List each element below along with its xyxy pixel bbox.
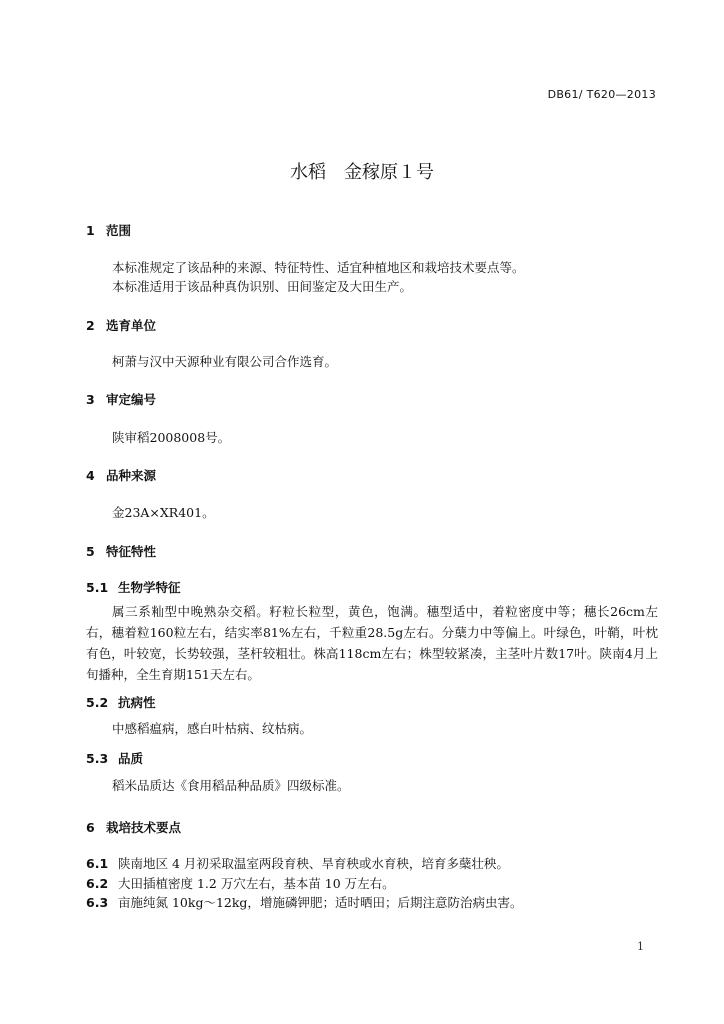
section-1-paragraph-2: 本标准适用于该品种真伪识别、田间鉴定及大田生产。 — [112, 279, 413, 294]
section-number: 4 — [86, 468, 95, 483]
section-4-paragraph-1: 金23A×XR401。 — [112, 505, 215, 520]
list-item — [86, 893, 522, 911]
list-item-number: 6.2 — [86, 876, 109, 891]
list-item — [86, 874, 395, 892]
section-title: 范围 — [106, 223, 132, 238]
list-item-text: 陕南地区 4 月初采取温室两段育秧、旱育秧或水育秧，培育多蘖壮秧。 — [118, 856, 509, 871]
subsection-5-3-heading — [86, 749, 143, 767]
section-3-heading — [86, 390, 156, 408]
subsection-number: 5.3 — [86, 751, 109, 766]
subsection-title: 生物学特征 — [118, 580, 181, 595]
section-number: 1 — [86, 223, 95, 238]
section-4-heading — [86, 466, 156, 484]
section-number: 3 — [86, 392, 95, 407]
page-number: 1 — [637, 940, 644, 953]
subsection-5-2-heading — [86, 693, 156, 711]
subsection-5-1-paragraph: 属三系籼型中晚熟杂交稻。籽粒长粒型，黄色，饱满。穗型适中，着粒密度中等；穗长26cm左右，穗着粒160粒左右，结实率81%左右，千粒重28.5g左右。分蘖力中等偏上。叶绿色，叶鞘，叶枕有色，叶较宽，长势较强，茎杆较粗壮。株高118cm左右；株型较紧凑，主茎叶片数17叶。陕南4月上旬播种，全生育期151天左右。 — [86, 604, 658, 682]
section-title: 审定编号 — [106, 392, 157, 407]
subsection-title: 抗病性 — [118, 695, 156, 710]
subsection-title: 品质 — [118, 751, 144, 766]
list-item-text: 大田插植密度 1.2 万穴左右，基本苗 10 万左右。 — [118, 876, 395, 891]
subsection-number: 5.2 — [86, 695, 109, 710]
list-item — [86, 854, 509, 872]
subsection-5-1-heading — [86, 578, 181, 596]
section-title: 选育单位 — [106, 318, 157, 333]
section-number: 6 — [86, 820, 95, 835]
section-5-heading — [86, 542, 156, 560]
section-2-paragraph-1: 柯萧与汉中天源种业有限公司合作选育。 — [112, 354, 338, 369]
section-3-paragraph-1: 陕审稻2008008号。 — [112, 430, 231, 445]
section-6-heading — [86, 818, 181, 836]
document-title: 水稻 金稼原１号 — [290, 162, 434, 183]
section-title: 特征特性 — [106, 544, 157, 559]
section-1-heading — [86, 221, 131, 239]
section-1-paragraph-1: 本标准规定了该品种的来源、特征特性、适宜种植地区和栽培技术要点等。 — [112, 260, 525, 275]
list-item-text: 亩施纯氮 10kg～12kg，增施磷钾肥；适时晒田；后期注意防治病虫害。 — [118, 895, 523, 910]
subsection-5-2-paragraph: 中感稻瘟病，感白叶枯病、纹枯病。 — [112, 721, 313, 736]
list-item-number: 6.3 — [86, 895, 109, 910]
section-number: 2 — [86, 318, 95, 333]
subsection-number: 5.1 — [86, 580, 109, 595]
section-title: 栽培技术要点 — [106, 820, 182, 835]
subsection-5-3-paragraph: 稻米品质达《食用稻品种品质》四级标准。 — [112, 778, 350, 793]
section-2-heading — [86, 316, 156, 334]
section-title: 品种来源 — [106, 468, 157, 483]
list-item-number: 6.1 — [86, 856, 109, 871]
section-number: 5 — [86, 544, 95, 559]
standard-code: DB61/ T620—2013 — [547, 88, 656, 101]
